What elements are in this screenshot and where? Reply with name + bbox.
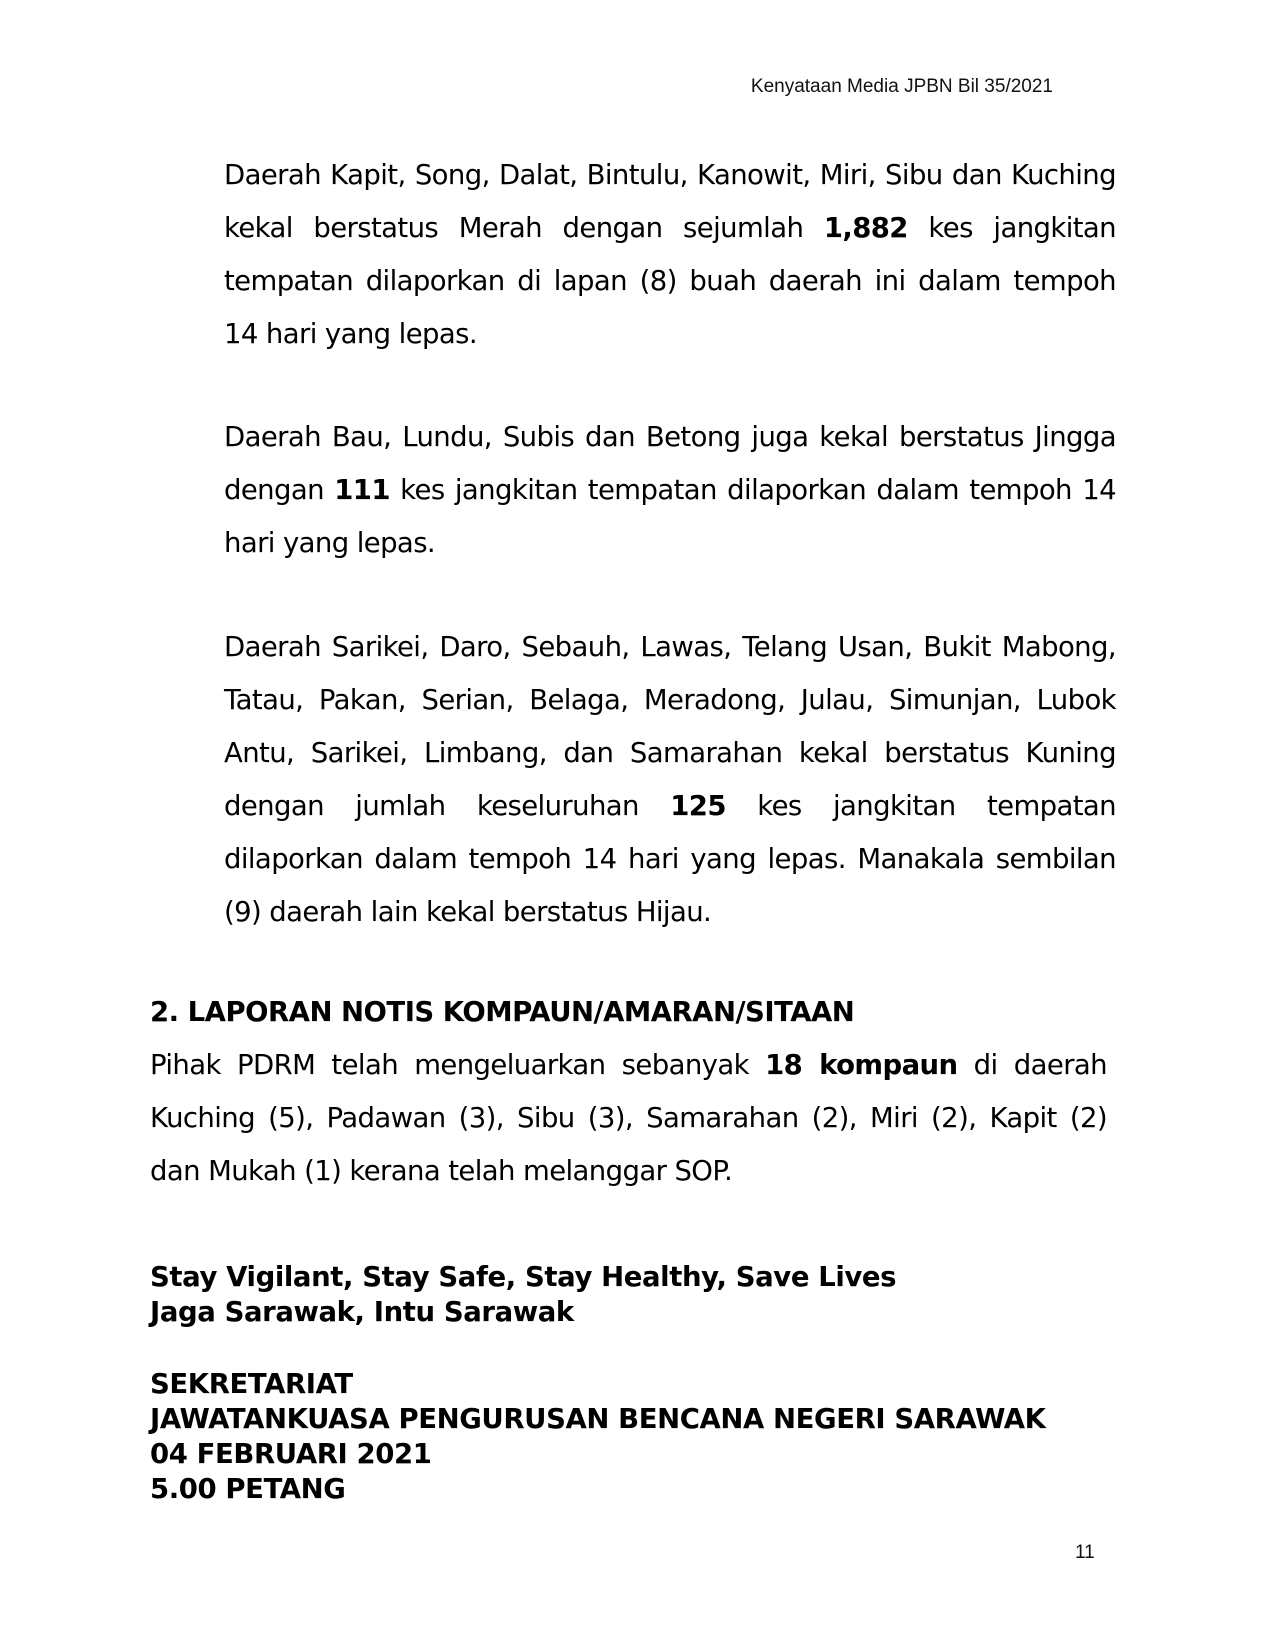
paragraph-text: kes jangkitan tempatan dilaporkan dalam tempoh 14 hari yang lepas.: [224, 474, 1116, 559]
compound-count: 18 kompaun: [765, 1049, 958, 1081]
signature-date: 04 FEBRUARI 2021: [150, 1438, 432, 1470]
paragraph-text: Daerah Kapit, Song, Dalat, Bintulu, Kanowit, Miri, Sibu dan Kuching kekal berstatus Merah dengan sejumlah: [224, 159, 1116, 244]
signature-block: [150, 1367, 1046, 1507]
signature-committee: JAWATANKUASA PENGURUSAN BENCANA NEGERI SARAWAK: [150, 1403, 1046, 1435]
slogan-malay: Jaga Sarawak, Intu Sarawak: [150, 1296, 574, 1328]
paragraph-text: kes jangkitan tempatan dilaporkan dalam tempoh 14 hari yang lepas. Manakala sembilan (9) daerah lain kekal berstatus Hijau.: [224, 790, 1117, 928]
paragraph-text: Daerah Sarikei, Daro, Sebauh, Lawas, Telang Usan, Bukit Mabong, Tatau, Pakan, Serian, Belaga, Meradong, Julau, Simunjan, Lubok Antu, Sarikei, Limbang, dan Samarahan kekal berstatus Kuning dengan jumlah keseluruhan: [224, 631, 1116, 822]
paragraph-text: Pihak PDRM telah mengeluarkan sebanyak: [150, 1049, 766, 1081]
section-heading-compound-report: 2. LAPORAN NOTIS KOMPAUN/AMARAN/SITAAN: [150, 996, 855, 1028]
paragraph-red-status: [224, 149, 1116, 361]
page-number: 11: [1075, 1542, 1095, 1563]
paragraph-text: Daerah Bau, Lundu, Subis dan Betong juga kekal berstatus Jingga dengan: [224, 421, 1116, 506]
paragraph-text: kes jangkitan tempatan dilaporkan di lapan (8) buah daerah ini dalam tempoh 14 hari yang lepas.: [224, 212, 1117, 350]
slogan-english: Stay Vigilant, Stay Safe, Stay Healthy, Save Lives: [150, 1261, 897, 1293]
signature-time: 5.00 PETANG: [150, 1473, 346, 1505]
paragraph-text: di daerah Kuching (5), Padawan (3), Sibu (3), Samarahan (2), Miri (2), Kapit (2) dan Mukah (1) kerana telah melanggar SOP.: [150, 1049, 1107, 1187]
paragraph-orange-status: [224, 411, 1116, 570]
case-count-orange: 111: [334, 474, 390, 506]
paragraph-yellow-status: [224, 621, 1116, 939]
signature-secretariat: SEKRETARIAT: [150, 1368, 353, 1400]
paragraph-compound-report: [150, 1039, 1107, 1198]
slogan-block: [150, 1260, 896, 1330]
case-count-yellow: 125: [670, 790, 726, 822]
document-header: Kenyataan Media JPBN Bil 35/2021: [750, 76, 1053, 97]
case-count-red: 1,882: [823, 212, 908, 244]
